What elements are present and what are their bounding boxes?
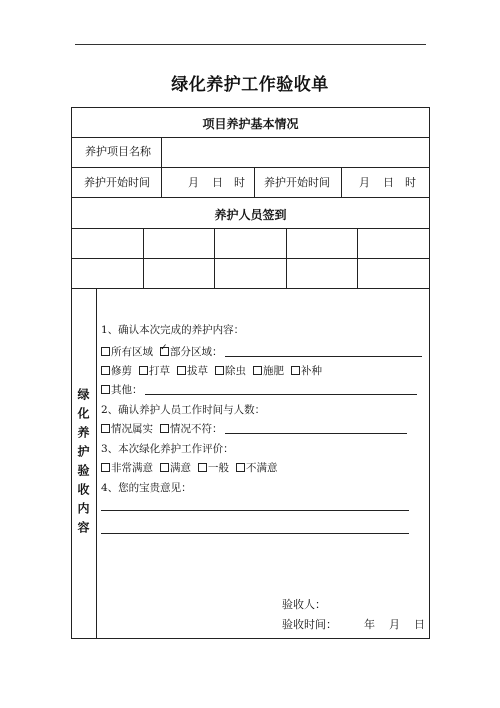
row-divider — [71, 258, 430, 259]
start-time-label: 养护开始时间 — [84, 176, 150, 189]
status-false-option[interactable] — [160, 421, 223, 436]
cell-divider — [286, 228, 287, 289]
scope-all-checkbox[interactable] — [101, 347, 110, 356]
acceptance-side-label-text: 绿化养护验收内容 — [76, 387, 90, 540]
start-time-label-2: 养护开始时间 — [264, 176, 330, 189]
cell-divider — [254, 167, 255, 198]
rating-label: 不满意 — [246, 461, 278, 474]
start-time-2-hour: 时 — [405, 176, 416, 189]
inspect-day: 日 — [414, 618, 425, 631]
inspect-month: 月 — [389, 618, 400, 631]
cell-divider — [357, 228, 358, 289]
rating-label: 非常满意 — [111, 461, 153, 474]
rating-option[interactable] — [236, 460, 278, 475]
top-rule — [75, 44, 426, 45]
scope-part-option[interactable] — [160, 344, 223, 359]
task-label: 除虫 — [225, 364, 246, 377]
rating-checkbox[interactable] — [236, 463, 245, 472]
table-border-top — [71, 107, 430, 108]
task-option[interactable] — [101, 363, 132, 378]
opinion-line[interactable] — [101, 533, 409, 534]
rating-option[interactable] — [160, 460, 191, 475]
start-time-month: 月 — [188, 176, 199, 189]
section-heading-basic: 项目养护基本情况 — [202, 117, 299, 131]
scope-part-field[interactable] — [225, 346, 422, 357]
cell-divider — [214, 228, 215, 289]
page-title: 绿化养护工作验收单 — [171, 75, 329, 95]
q4-label: 4、您的宝贵意见： — [101, 481, 192, 494]
task-option[interactable] — [291, 363, 322, 378]
rating-checkbox[interactable] — [160, 463, 169, 472]
side-label-divider — [96, 288, 97, 639]
rating-label: 一般 — [208, 461, 229, 474]
task-checkbox[interactable] — [101, 366, 110, 375]
scope-all-option[interactable] — [101, 344, 153, 359]
rating-option[interactable] — [198, 460, 229, 475]
inspector-label: 验收人： — [282, 598, 326, 611]
task-option[interactable] — [215, 363, 246, 378]
inspect-time-label: 验收时间： — [282, 618, 337, 631]
cell-divider — [341, 167, 342, 198]
rating-checkbox[interactable] — [101, 463, 110, 472]
start-time-hour: 时 — [234, 176, 245, 189]
status-false-checkbox[interactable] — [160, 424, 169, 433]
task-label: 修剪 — [111, 364, 132, 377]
start-time-2-day: 日 — [383, 176, 394, 189]
row-divider — [71, 197, 430, 198]
task-checkbox[interactable] — [215, 366, 224, 375]
task-option[interactable] — [253, 363, 284, 378]
tasks-row — [101, 363, 329, 377]
task-checkbox[interactable] — [177, 366, 186, 375]
task-label: 补种 — [301, 364, 322, 377]
q3-label: 3、本次绿化养护工作评价： — [101, 442, 234, 455]
acceptance-side-label — [71, 289, 96, 638]
inspect-year: 年 — [364, 618, 375, 631]
table-border-bottom — [71, 638, 430, 639]
start-time-day: 日 — [212, 176, 223, 189]
task-option[interactable] — [177, 363, 208, 378]
cell-divider — [143, 228, 144, 289]
row-divider — [71, 288, 430, 289]
status-row — [101, 421, 407, 435]
opinion-line[interactable] — [101, 510, 409, 511]
section-heading-signin: 养护人员签到 — [214, 208, 287, 222]
status-true-checkbox[interactable] — [101, 424, 110, 433]
scope-all-label: 所有区域 — [111, 345, 153, 358]
scope-row — [101, 344, 422, 358]
project-name-label: 养护项目名称 — [85, 145, 151, 158]
other-row — [101, 382, 417, 396]
row-divider — [71, 228, 430, 229]
status-false-label: 情况不符： — [170, 422, 223, 435]
task-checkbox[interactable] — [139, 366, 148, 375]
start-time-2-month: 月 — [359, 176, 370, 189]
task-option[interactable] — [139, 363, 170, 378]
rating-checkbox[interactable] — [198, 463, 207, 472]
table-border-right — [429, 107, 430, 639]
task-label: 施肥 — [263, 364, 284, 377]
rating-label: 满意 — [170, 461, 191, 474]
other-option[interactable] — [101, 382, 143, 397]
other-checkbox[interactable] — [101, 385, 110, 394]
other-label: 其他： — [111, 383, 143, 396]
rating-row — [101, 460, 285, 474]
status-false-field[interactable] — [225, 423, 407, 434]
project-name-field[interactable] — [162, 138, 429, 167]
q1-label: 1、确认本次完成的养护内容： — [101, 323, 245, 336]
scope-part-label: 部分区域： — [170, 345, 223, 358]
rating-option[interactable] — [101, 460, 153, 475]
row-divider — [71, 167, 430, 168]
q2-label: 2、确认养护人员工作时间与人数： — [101, 403, 266, 416]
task-checkbox[interactable] — [253, 366, 262, 375]
task-checkbox[interactable] — [291, 366, 300, 375]
scope-part-checkbox[interactable] — [160, 347, 169, 356]
task-label: 拔草 — [187, 364, 208, 377]
status-true-label: 情况属实 — [111, 422, 153, 435]
other-field[interactable] — [145, 384, 417, 395]
status-true-option[interactable] — [101, 421, 153, 436]
task-label: 打草 — [149, 364, 170, 377]
